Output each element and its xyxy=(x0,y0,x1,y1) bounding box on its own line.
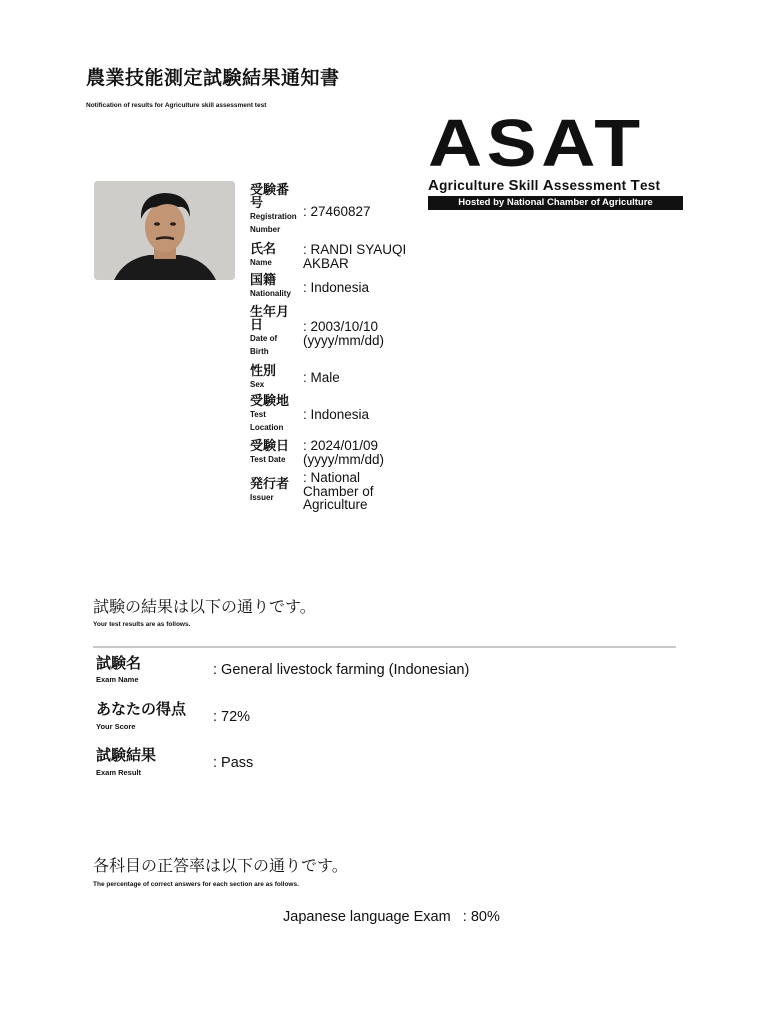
logo-full-name: Agriculture Skill Assessment Test xyxy=(428,177,661,194)
nationality-value: : Indonesia xyxy=(303,280,370,295)
document-title: 農業技能測定試験結果通知書 xyxy=(86,68,340,89)
asat-logo xyxy=(428,106,683,210)
exam-result-value: : Pass xyxy=(213,755,254,771)
field-test-date: 受験日 Test Date : 2024/01/09 (yyyy/mm/dd) xyxy=(250,439,300,466)
field-issuer: 発行者 Issuer : National Chamber of Agriculture xyxy=(250,477,300,504)
logo-hosted-by: Hosted by National Chamber of Agriculture xyxy=(428,196,683,210)
field-nationality: 国籍 Nationality : Indonesia xyxy=(250,273,300,300)
field-test-location: 受験地 Test Location : Indonesia xyxy=(250,394,296,434)
results-heading: 試験の結果は以下の通りです。 xyxy=(93,599,316,616)
logo-wordmark: ASAT xyxy=(428,106,645,181)
section-name: Japanese language Exam xyxy=(283,909,451,925)
divider xyxy=(93,646,676,648)
test-date-value: : 2024/01/09 (yyyy/mm/dd) xyxy=(303,438,384,467)
section-percentage: : 80% xyxy=(462,909,500,925)
section-row-japanese xyxy=(283,909,500,925)
sex-value: : Male xyxy=(303,370,340,385)
field-name: 氏名 Name : RANDI SYAUQI AKBAR xyxy=(250,242,300,269)
exam-name-value: : General livestock farming (Indonesian) xyxy=(213,662,470,678)
sections-heading: 各科目の正答率は以下の通りです。 xyxy=(93,858,348,875)
name-value: : RANDI SYAUQI AKBAR xyxy=(303,242,407,271)
sections-subheading: The percentage of correct answers for each section are as follows. xyxy=(93,881,299,888)
test-location-value: : Indonesia xyxy=(303,407,370,422)
document-subtitle: Notification of results for Agriculture skill assessment test xyxy=(86,102,267,109)
issuer-value: : National Chamber of Agriculture xyxy=(303,470,374,512)
field-date-of-birth: 生年月日 Date of Birth : 2003/10/10 (yyyy/mm/dd) xyxy=(250,305,292,358)
registration-number-value: : 27460827 xyxy=(303,204,371,219)
field-sex: 性別 Sex : Male xyxy=(250,364,300,391)
date-of-birth-value: : 2003/10/10 (yyyy/mm/dd) xyxy=(303,319,384,348)
score-value: : 72% xyxy=(213,709,251,725)
results-subheading: Your test results are as follows. xyxy=(93,621,191,628)
field-registration-number: 受験番号 Registration Number : 27460827 xyxy=(250,183,300,236)
candidate-photo xyxy=(94,181,235,280)
